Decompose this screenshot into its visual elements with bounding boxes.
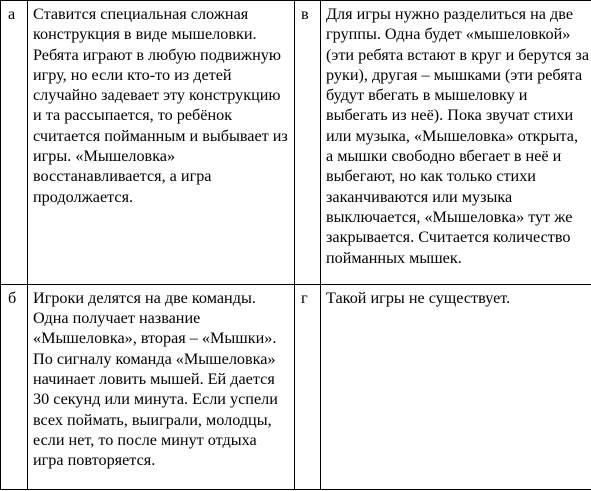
option-text-a xyxy=(28,1,295,285)
option-letter-g: г xyxy=(295,284,321,489)
option-a-description: Ставится специальная сложная конструкция в виде мышеловки. Ребята играют в любую подвижную игру, но если кто-то из детей случайно задевает эту конструкцию и та рассыпается, то ребёнок считается пойманным и выбывает из игры. «Мышеловка» восстанавливается, а игра продолжается. xyxy=(33,5,288,206)
option-text-g xyxy=(321,284,591,489)
option-letter-a: а xyxy=(1,1,28,285)
option-text-b xyxy=(28,284,295,489)
option-text-v xyxy=(321,1,591,285)
option-letter-b: б xyxy=(1,284,28,489)
option-g-description: Такой игры не существует. xyxy=(326,288,511,307)
option-b-description: Игроки делятся на две команды. Одна получает название «Мышеловка», вторая – «Мышки». По сигналу команда «Мышеловка» начинает ловить мышей. Ей дается 30 секунд или минута. Если успели всех поймать, выиграли, молодцы, если нет, то после минут отдыха игра повторяется. xyxy=(33,288,278,470)
table-row xyxy=(1,1,591,285)
option-v-description: Для игры нужно разделиться на две группы. Одна будет «мышеловкой» (эти ребята встают в круг и берутся за руки), другая – мышками (эти ребята будут вбегать в мышеловку и выбегать из неё). Пока звучат стихи или музыка, «Мышеловка» открыта, а мышки свободно вбегает в неё и выбегают, но как только стихи заканчиваются или музыка выключается, «Мышеловка» тут же закрывается. Считается количество пойманных мышек. xyxy=(326,5,590,267)
table-row xyxy=(1,284,591,489)
option-letter-v: в xyxy=(295,1,321,285)
